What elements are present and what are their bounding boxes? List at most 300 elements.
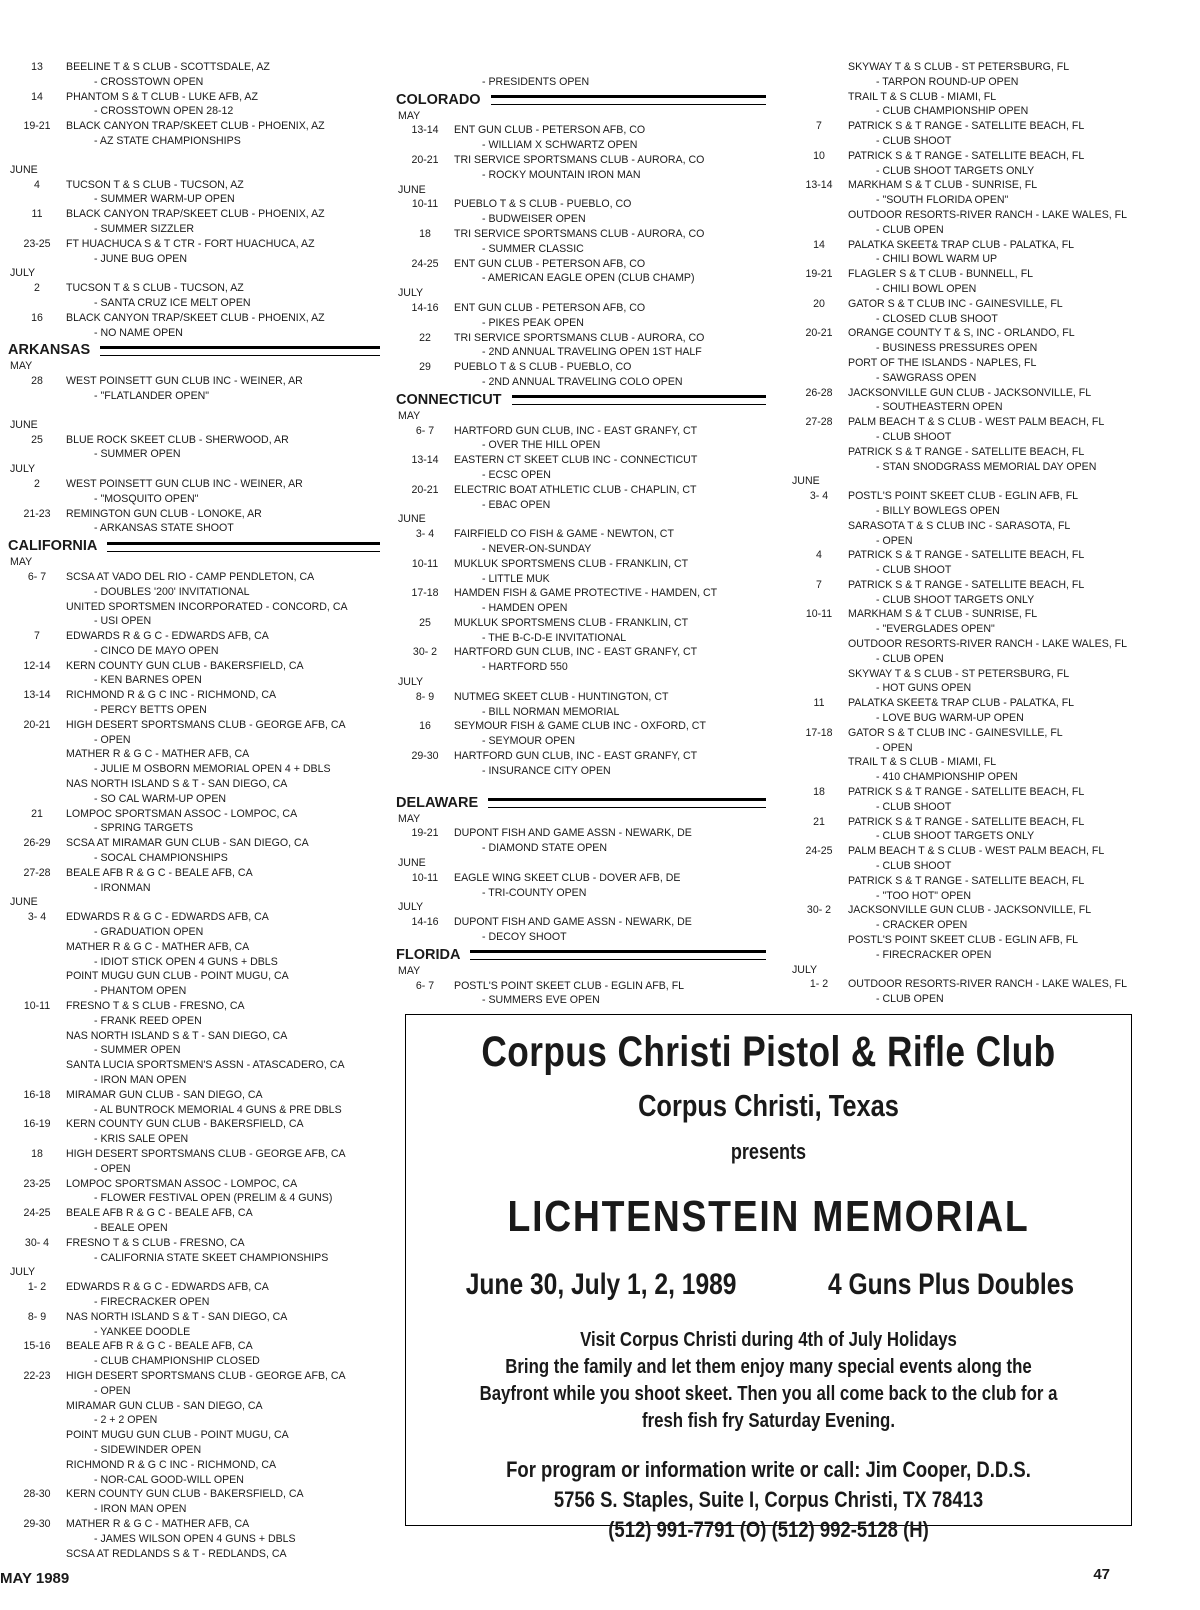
month-label: JULY	[10, 1266, 36, 1279]
club-location: PALATKA SKEET& TRAP CLUB - PALATKA, FL	[848, 697, 1075, 710]
event-entry	[8, 1088, 380, 1118]
event-name: - CLUB SHOOT TARGETS ONLY	[876, 593, 1035, 606]
club-location: TRAIL T & S CLUB - MIAMI, FL	[848, 756, 997, 769]
event-name: - CROSSTOWN OPEN	[94, 75, 204, 88]
event-date: 16-19	[23, 1118, 51, 1131]
club-location: RICHMOND R & G C INC - RICHMOND, CA	[66, 689, 277, 702]
event-lines	[66, 1206, 380, 1236]
event-name: - LOVE BUG WARM-UP OPEN	[876, 712, 1024, 725]
event-date: 24-25	[23, 1207, 51, 1220]
event-lines	[66, 507, 380, 537]
event-lines	[66, 659, 380, 689]
event-lines	[66, 1487, 380, 1517]
club-location: SKYWAY T & S CLUB - ST PETERSBURG, FL	[848, 61, 1070, 73]
event-date: 6- 7	[27, 570, 47, 583]
month-label: MAY	[10, 360, 33, 373]
event-lines	[454, 227, 766, 257]
event-entry	[8, 281, 380, 311]
club-location: OUTDOOR RESORTS-RIVER RANCH - LAKE WALES, FL	[848, 208, 1128, 221]
event-name: - SANTA CRUZ ICE MELT OPEN	[94, 296, 251, 309]
club-location: TRI SERVICE SPORTSMANS CLUB - AURORA, CO	[454, 331, 705, 344]
event-entry	[396, 719, 766, 749]
month-label: JULY	[398, 287, 424, 300]
month-label: MAY	[398, 964, 421, 977]
event-date: 29	[419, 361, 431, 374]
event-date: 30- 2	[412, 646, 438, 659]
event-name: - CLUB SHOOT	[876, 134, 952, 147]
event-entry	[396, 301, 766, 331]
event-date: 26-28	[805, 386, 833, 399]
issue-date: MAY 1989	[0, 1570, 70, 1587]
club-location: SANTA LUCIA SPORTSMEN'S ASSN - ATASCADERO, CA	[66, 1059, 345, 1072]
event-date: 13-14	[411, 124, 439, 137]
event-date: 22	[419, 331, 431, 344]
ad-body-line: Visit Corpus Christi during 4th of July Holidays	[580, 1329, 957, 1351]
event-lines	[66, 281, 380, 311]
event-lines	[454, 257, 766, 287]
month-label: JUNE	[398, 513, 426, 526]
event-entry	[790, 386, 1190, 416]
club-location: EAGLE WING SKEET CLUB - DOVER AFB, DE	[454, 871, 681, 884]
event-entry	[8, 1339, 380, 1369]
event-lines	[66, 836, 380, 866]
event-name: - IRONMAN	[94, 881, 151, 894]
event-date	[396, 60, 454, 90]
event-lines	[454, 915, 766, 945]
club-location: HAMDEN FISH & GAME PROTECTIVE - HAMDEN, CT	[454, 587, 718, 600]
event-date: 20-21	[805, 327, 833, 340]
event-entry	[396, 527, 766, 557]
event-date: 11	[31, 208, 43, 221]
event-lines	[848, 607, 1190, 696]
event-date: 13-14	[23, 689, 51, 702]
event-name: - BILL NORMAN MEMORIAL	[482, 705, 620, 718]
month-label: JULY	[792, 963, 818, 976]
advertisement-box	[405, 1014, 1132, 1542]
event-name: - AZ STATE CHAMPIONSHIPS	[94, 134, 241, 147]
event-name: - BEALE OPEN	[94, 1221, 168, 1234]
club-location: PATRICK S & T RANGE - SATELLITE BEACH, FL	[848, 445, 1085, 458]
event-name: - OVER THE HILL OPEN	[482, 439, 601, 452]
event-lines	[454, 453, 766, 483]
event-entry	[396, 690, 766, 720]
ad-body-line: Bring the family and let them enjoy many special events along the	[505, 1356, 1032, 1378]
event-entry	[790, 977, 1190, 1007]
event-name: - OPEN	[876, 741, 913, 754]
event-name: - USI OPEN	[94, 615, 152, 628]
event-lines	[66, 1177, 380, 1207]
spacer	[396, 779, 766, 793]
event-date: 12-14	[23, 659, 51, 672]
event-lines	[66, 207, 380, 237]
event-name: - HARTFORD 550	[482, 661, 568, 674]
event-date: 27-28	[805, 416, 833, 429]
event-entry	[8, 1117, 380, 1147]
event-entry	[8, 1369, 380, 1487]
event-entry	[396, 979, 766, 1009]
event-date: 10-11	[411, 871, 439, 884]
event-entry	[8, 659, 380, 689]
event-name: - JULIE M OSBORN MEMORIAL OPEN 4 + DBLS	[94, 763, 331, 776]
event-date: 14-16	[411, 916, 439, 929]
event-lines	[66, 60, 380, 90]
club-location: DUPONT FISH AND GAME ASSN - NEWARK, DE	[454, 827, 692, 840]
club-location: TRI SERVICE SPORTSMANS CLUB - AURORA, CO	[454, 153, 705, 166]
event-entry	[8, 60, 380, 90]
event-name: - FIRECRACKER OPEN	[876, 948, 992, 961]
event-name: - NO NAME OPEN	[94, 326, 183, 339]
event-name: - INSURANCE CITY OPEN	[482, 764, 611, 777]
state-name: DELAWARE	[396, 794, 479, 811]
event-lines	[66, 1517, 380, 1561]
event-name: - CLUB SHOOT	[876, 564, 952, 577]
event-date: 23-25	[23, 237, 51, 250]
club-location: SEYMOUR FISH & GAME CLUB INC - OXFORD, CT	[454, 720, 706, 733]
event-date: 2	[34, 477, 40, 490]
event-entry	[396, 123, 766, 153]
event-lines	[66, 1339, 380, 1369]
club-location: GATOR S & T CLUB INC - GAINESVILLE, FL	[848, 297, 1063, 310]
event-lines	[66, 1236, 380, 1266]
event-name: - HOT GUNS OPEN	[876, 682, 972, 695]
club-location	[454, 60, 766, 75]
club-location: POSTL'S POINT SKEET CLUB - EGLIN AFB, FL	[848, 490, 1079, 503]
ad-event-name: LICHTENSTEIN MEMORIAL	[507, 1192, 1030, 1241]
club-location: HARTFORD GUN CLUB, INC - EAST GRANFY, CT	[454, 646, 698, 659]
event-date: 18	[31, 1147, 43, 1160]
event-name: - CLUB SHOOT	[876, 430, 952, 443]
event-date: 7	[816, 578, 822, 591]
event-entry	[790, 607, 1190, 696]
ad-presents: presents	[730, 1139, 807, 1164]
event-name: - CROSSTOWN OPEN 28-12	[94, 105, 234, 118]
event-name: - 410 CHAMPIONSHIP OPEN	[876, 771, 1018, 784]
club-location: JACKSONVILLE GUN CLUB - JACKSONVILLE, FL	[848, 904, 1092, 917]
event-lines	[454, 557, 766, 587]
club-location: HARTFORD GUN CLUB, INC - EAST GRANFY, CT	[454, 750, 698, 763]
month-label: MAY	[398, 812, 421, 825]
event-lines	[454, 826, 766, 856]
event-entry	[8, 629, 380, 659]
club-location: HIGH DESERT SPORTSMANS CLUB - GEORGE AFB, CA	[66, 1369, 346, 1382]
event-name: - SEYMOUR OPEN	[482, 735, 576, 748]
event-date: 1- 2	[809, 978, 829, 991]
event-name: - SUMMER OPEN	[94, 1044, 181, 1057]
event-date: 29-30	[411, 750, 439, 763]
event-name: - BILLY BOWLEGS OPEN	[876, 504, 1000, 517]
club-location: REMINGTON GUN CLUB - LONOKE, AR	[66, 507, 262, 520]
event-name: - DECOY SHOOT	[482, 931, 567, 944]
event-lines	[454, 331, 766, 361]
event-name: - LITTLE MUK	[482, 572, 550, 585]
event-entry	[396, 749, 766, 779]
event-lines	[66, 807, 380, 837]
event-name: - CLUB CHAMPIONSHIP CLOSED	[94, 1355, 260, 1368]
event-name: - WILLIAM X SCHWARTZ OPEN	[482, 139, 638, 152]
event-date: 7	[816, 120, 822, 133]
event-lines	[848, 415, 1190, 474]
event-name: - NOR-CAL GOOD-WILL OPEN	[94, 1473, 244, 1486]
ad-body-line: fresh fish fry Saturday Evening.	[641, 1410, 895, 1432]
event-date: 10-11	[805, 608, 833, 621]
event-date: 17-18	[805, 726, 833, 739]
event-name: - PHANTOM OPEN	[94, 985, 187, 998]
event-lines	[454, 360, 766, 390]
event-entry	[8, 866, 380, 896]
club-location: PATRICK S & T RANGE - SATELLITE BEACH, FL	[848, 815, 1085, 828]
event-name: - KRIS SALE OPEN	[94, 1133, 189, 1146]
club-location: FLAGLER S & T CLUB - BUNNELL, FL	[848, 268, 1034, 281]
club-location: MIRAMAR GUN CLUB - SAN DIEGO, CA	[66, 1399, 263, 1412]
event-name: - ARKANSAS STATE SHOOT	[94, 522, 234, 535]
event-entry	[8, 570, 380, 629]
event-lines	[454, 301, 766, 331]
event-lines	[848, 815, 1190, 845]
club-location: WEST POINSETT GUN CLUB INC - WEINER, AR	[66, 477, 303, 490]
event-date: 20-21	[411, 483, 439, 496]
state-name: FLORIDA	[396, 946, 461, 963]
event-entry	[8, 1280, 380, 1310]
month-label: JUNE	[10, 418, 38, 431]
club-location: NAS NORTH ISLAND S & T - SAN DIEGO, CA	[66, 1310, 288, 1323]
club-location: BLACK CANYON TRAP/SKEET CLUB - PHOENIX, AZ	[66, 208, 325, 221]
event-date: 2	[34, 282, 40, 295]
ad-contact-line: For program or information write or call: Jim Cooper, D.D.S.	[506, 1457, 1031, 1482]
event-lines	[454, 645, 766, 675]
event-entry	[790, 267, 1190, 297]
event-date: 10-11	[411, 198, 439, 211]
event-lines	[454, 527, 766, 557]
event-date: 23-25	[23, 1177, 51, 1190]
event-name: - JUNE BUG OPEN	[94, 252, 188, 265]
event-name: - BUDWEISER OPEN	[482, 213, 586, 226]
event-date: 21	[31, 807, 43, 820]
event-name: - 2ND ANNUAL TRAVELING OPEN 1ST HALF	[482, 346, 702, 359]
event-entry	[790, 60, 1190, 119]
event-entry	[396, 197, 766, 227]
club-location: LOMPOC SPORTSMAN ASSOC - LOMPOC, CA	[66, 1177, 298, 1190]
event-date: 13	[31, 61, 43, 73]
event-entry	[396, 227, 766, 257]
event-lines	[66, 1369, 380, 1487]
event-name: - SOCAL CHAMPIONSHIPS	[94, 852, 228, 865]
event-name: - DIAMOND STATE OPEN	[482, 842, 607, 855]
event-date: 21-23	[23, 507, 51, 520]
club-location: PATRICK S & T RANGE - SATELLITE BEACH, FL	[848, 874, 1085, 887]
state-rule	[107, 542, 380, 552]
event-name: - KEN BARNES OPEN	[94, 674, 202, 687]
month-label: MAY	[398, 109, 421, 122]
month-label: MAY	[398, 409, 421, 422]
club-location: PATRICK S & T RANGE - SATELLITE BEACH, FL	[848, 578, 1085, 591]
ad-body-line: Bayfront while you shoot skeet. Then you all come back to the club for a	[479, 1383, 1058, 1405]
event-entry	[8, 1147, 380, 1177]
schedule-column-2	[396, 60, 766, 1008]
ad-format: 4 Guns Plus Doubles	[827, 1268, 1074, 1301]
state-name: COLORADO	[396, 91, 481, 108]
event-lines	[66, 178, 380, 208]
event-entry	[396, 557, 766, 587]
event-name: - SUMMER OPEN	[94, 448, 181, 461]
event-entry	[790, 238, 1190, 268]
event-entry	[8, 374, 380, 404]
state-heading	[8, 342, 380, 359]
event-date: 4	[816, 549, 822, 562]
event-name: - SIDEWINDER OPEN	[94, 1443, 202, 1456]
event-name: - HAMDEN OPEN	[482, 602, 568, 615]
event-entry	[8, 311, 380, 341]
club-location: TUCSON T & S CLUB - TUCSON, AZ	[66, 178, 244, 191]
event-lines	[848, 178, 1190, 237]
event-entry	[396, 616, 766, 646]
club-location: POSTL'S POINT SKEET CLUB - EGLIN AFB, FL	[848, 934, 1079, 947]
club-location: EDWARDS R & G C - EDWARDS AFB, CA	[66, 911, 269, 924]
event-entry	[396, 826, 766, 856]
club-location: ELECTRIC BOAT ATHLETIC CLUB - CHAPLIN, CT	[454, 483, 697, 496]
event-entry	[790, 149, 1190, 179]
club-location: BLACK CANYON TRAP/SKEET CLUB - PHOENIX, AZ	[66, 120, 325, 133]
event-lines	[454, 153, 766, 183]
club-location: BEELINE T & S CLUB - SCOTTSDALE, AZ	[66, 61, 270, 73]
event-entry	[396, 483, 766, 513]
event-name: - PERCY BETTS OPEN	[94, 704, 207, 717]
club-location: FAIRFIELD CO FISH & GAME - NEWTON, CT	[454, 528, 674, 541]
event-name: - ROCKY MOUNTAIN IRON MAN	[482, 168, 641, 181]
event-date: 18	[813, 786, 825, 799]
event-lines	[848, 548, 1190, 578]
event-lines	[848, 578, 1190, 608]
club-location: ORANGE COUNTY T & S, INC - ORLANDO, FL	[848, 327, 1075, 340]
event-date: 11	[813, 697, 825, 710]
event-lines	[66, 688, 380, 718]
club-location: OUTDOOR RESORTS-RIVER RANCH - LAKE WALES, FL	[848, 638, 1128, 651]
event-entry	[8, 1236, 380, 1266]
event-lines	[66, 1117, 380, 1147]
event-lines	[66, 90, 380, 120]
event-lines	[848, 489, 1190, 548]
event-name: - CLUB OPEN	[876, 652, 944, 665]
state-rule	[491, 95, 766, 105]
club-location: EDWARDS R & G C - EDWARDS AFB, CA	[66, 630, 269, 643]
state-heading	[8, 538, 380, 555]
event-name: - CALIFORNIA STATE SKEET CHAMPIONSHIPS	[94, 1251, 329, 1264]
ad-contact-line: 5756 S. Staples, Suite I, Corpus Christi, TX 78413	[553, 1487, 984, 1512]
event-date: 13-14	[805, 179, 833, 192]
event-date: 27-28	[23, 866, 51, 879]
event-name: - CLUB SHOOT	[876, 860, 952, 873]
event-name: - JAMES WILSON OPEN 4 GUNS + DBLS	[94, 1532, 296, 1545]
club-location: SCSA AT MIRAMAR GUN CLUB - SAN DIEGO, CA	[66, 837, 309, 850]
event-entry	[8, 119, 380, 149]
event-date: 10	[813, 149, 825, 162]
event-name: - IRON MAN OPEN	[94, 1074, 187, 1086]
event-lines	[66, 1088, 380, 1118]
event-date: 30- 4	[24, 1236, 50, 1249]
event-date: 19-21	[23, 120, 51, 133]
event-lines	[66, 1280, 380, 1310]
club-location: KERN COUNTY GUN CLUB - BAKERSFIELD, CA	[66, 659, 304, 672]
event-lines	[454, 483, 766, 513]
event-entry	[8, 836, 380, 866]
club-location: HARTFORD GUN CLUB, INC - EAST GRANFY, CT	[454, 424, 698, 437]
club-location: MIRAMAR GUN CLUB - SAN DIEGO, CA	[66, 1088, 263, 1101]
event-entry	[8, 718, 380, 807]
state-name: ARKANSAS	[8, 342, 91, 359]
event-date: 6- 7	[415, 979, 435, 992]
club-location: KERN COUNTY GUN CLUB - BAKERSFIELD, CA	[66, 1488, 304, 1501]
event-name: - FRANK REED OPEN	[94, 1014, 202, 1027]
event-date: 4	[34, 178, 40, 191]
event-lines	[454, 690, 766, 720]
spacer	[8, 149, 380, 163]
event-name: - OPEN	[94, 1384, 131, 1397]
state-heading	[396, 795, 766, 812]
event-lines	[66, 866, 380, 896]
club-location: MUKLUK SPORTSMENS CLUB - FRANKLIN, CT	[454, 557, 689, 570]
ad-dates: June 30, July 1, 2, 1989	[465, 1268, 737, 1301]
event-entry	[396, 424, 766, 454]
event-date: 24-25	[805, 845, 833, 858]
event-entry	[790, 726, 1190, 785]
club-location: BLACK CANYON TRAP/SKEET CLUB - PHOENIX, AZ	[66, 311, 325, 324]
club-location: MATHER R & G C - MATHER AFB, CA	[66, 1517, 250, 1530]
event-date: 3- 4	[27, 911, 47, 924]
event-name: - CLUB CHAMPIONSHIP OPEN	[876, 105, 1029, 118]
event-date: 28	[31, 375, 43, 388]
spacer	[8, 404, 380, 418]
club-location: PATRICK S & T RANGE - SATELLITE BEACH, FL	[848, 120, 1085, 133]
event-lines	[848, 785, 1190, 815]
event-lines	[848, 297, 1190, 327]
event-date: 14	[813, 238, 825, 251]
month-label: MAY	[10, 556, 33, 569]
event-lines	[66, 433, 380, 463]
event-name: - DOUBLES '200' INVITATIONAL	[94, 585, 250, 598]
club-location: MARKHAM S & T CLUB - SUNRISE, FL	[848, 608, 1038, 621]
event-name: - FIRECRACKER OPEN	[94, 1295, 210, 1308]
event-date: 8- 9	[27, 1310, 47, 1323]
event-lines	[66, 374, 380, 404]
event-lines	[454, 586, 766, 616]
club-location: PHANTOM S & T CLUB - LUKE AFB, AZ	[66, 90, 258, 103]
club-location: PALATKA SKEET& TRAP CLUB - PALATKA, FL	[848, 238, 1075, 251]
ad-title: Corpus Christi Pistol & Rifle Club	[481, 1028, 1056, 1076]
club-location: JACKSONVILLE GUN CLUB - JACKSONVILLE, FL	[848, 386, 1092, 399]
event-name: - NEVER-ON-SUNDAY	[482, 542, 592, 555]
event-name: - PRESIDENTS OPEN	[482, 75, 590, 88]
event-name: - GRADUATION OPEN	[94, 926, 204, 939]
club-location: PATRICK S & T RANGE - SATELLITE BEACH, FL	[848, 149, 1085, 162]
event-entry	[8, 1517, 380, 1561]
event-entry	[8, 90, 380, 120]
event-name: - 2 + 2 OPEN	[94, 1414, 158, 1427]
event-lines	[848, 267, 1190, 297]
event-entry	[8, 1487, 380, 1517]
club-location: GATOR S & T CLUB INC - GAINESVILLE, FL	[848, 726, 1063, 739]
event-entry	[396, 60, 766, 90]
event-entry	[396, 915, 766, 945]
club-location: ENT GUN CLUB - PETERSON AFB, CO	[454, 124, 646, 137]
club-location: FT HUACHUCA S & T CTR - FORT HUACHUCA, AZ	[66, 237, 315, 250]
club-location: SKYWAY T & S CLUB - ST PETERSBURG, FL	[848, 667, 1070, 680]
club-location: MATHER R & G C - MATHER AFB, CA	[66, 748, 250, 761]
club-location: TRI SERVICE SPORTSMANS CLUB - AURORA, CO	[454, 227, 705, 240]
club-location: KERN COUNTY GUN CLUB - BAKERSFIELD, CA	[66, 1118, 304, 1131]
state-name: CALIFORNIA	[8, 538, 98, 555]
event-entry	[8, 999, 380, 1088]
event-name: - TARPON ROUND-UP OPEN	[876, 75, 1019, 88]
club-location: PALM BEACH T & S CLUB - WEST PALM BEACH, FL	[848, 416, 1105, 429]
